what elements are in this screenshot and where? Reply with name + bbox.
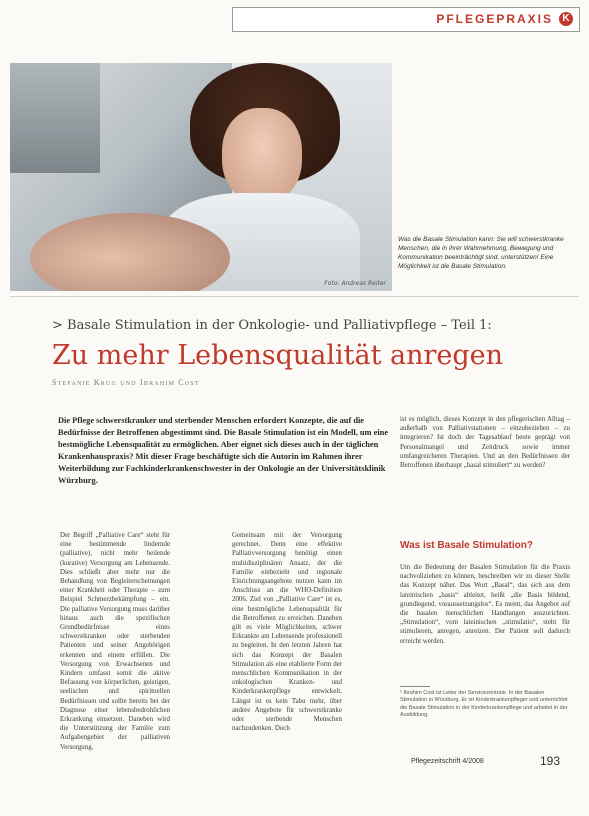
article-photo [10, 63, 392, 291]
section-badge-icon: K [559, 12, 573, 26]
article-lead: Die Pflege schwerstkranker und sterbender Menschen erfordert Konzepte, die auf die Bedürfnisse der Betroffenen abgestimmt sind. Die Basale Stimulation ist ein Modell, um eine bestmögliche Lebensqualität zu ermöglichen. Aber eignet sich dieses auch in der täglichen Krankenhauspraxis? Mit dieser Frage beschäftigte sich die Autorin im Rahmen ihrer Weiterbildung zur Fachkinderkrankenschwester in der Onkologie an der Universitätsklinik Würzburg. [58, 416, 389, 485]
section-subheading: Was ist Basale Stimulation? [400, 540, 533, 551]
photo-credit: Foto: Andreas Reiter [324, 280, 386, 287]
section-header [232, 7, 580, 32]
section-label: PFLEGEPRAXIS [436, 12, 553, 26]
divider [10, 296, 579, 297]
photo-caption [392, 231, 570, 289]
article-overline: > Basale Stimulation in der Onkologie- und Palliativpflege – Teil 1: [52, 318, 492, 333]
footnote: ¹ Ibrahim Cost ist Leiter der Servicezentrale. In der Basalen Stimulation in Würzburg. Er ist Kinderkrankenpfleger und unterrichtet die Basale Stimulation in der Kinderkrankenpflege und arbeitet in der Ausbildung. [400, 690, 568, 719]
article-headline: Zu mehr Lebensqualität anregen [52, 340, 504, 371]
medical-device [10, 63, 100, 173]
body-column-2: Gemeinsam mit der Versorgung gerechnet. Denn eine effektive Palliativversorgung benötigt einen multidisziplinären Ansatz, der die Familie einbezieht und regionale Einrichtungsangebote nutzen kann im Anschluss an die WHO-Definition 2006. Ziel von „Palliative Care“ ist es, eine bestmögliche Lebensqualität für die Betroffenen zu erreichen. Daneben gilt es viele Möglichkeiten, schwer Erkrankte am Lebensende professionell zu begleiten. In den letzten Jahren hat sich das Konzept der Basalen Stimulation als eine etablierte Form der menschlichen Kommunikation in der onkologischen Kranken- und Kinderkrankenpflege entwickelt. Längst ist es kein Tabu mehr, über andere Angebote für schwerstkranke oder sterbende Menschen nachzudenken. Doch [232, 532, 342, 733]
article-authors: Stefanie Krug und Ibrahim Cost [52, 378, 200, 387]
body-column-1: Der Begriff „Palliative Care“ steht für eine bestimmende lindernde (palliative), nicht mehr heilende (kurative) Versorgung am Lebensende. Dies schließt aber mehr nur die Behandlung von Begleiterscheinungen einer Krankheit oder Therapie – zum Beispiel Schmerzbekämpfung – ein. Die palliative Versorgung muss darüber hinaus auch die spezifischen Grundbedürfnisse eines schwerstkranken oder sterbenden Patienten und seiner Angehörigen erkennen und einem erfüllen. Die Versorgung von Erwachsenen und Kindern umfasst somit die aktive Befassung von körperlichen, geistigen, seelischen und spirituellen Bedürfnissen und sollte bereits bei der Diagnose einer lebensbedrohlichen Erkrankung einsetzen. Daneben wird die Unterstützung der Familie zum Aufgabengebiet der palliativen Versorgung. [60, 532, 170, 751]
body-column-3b: Um die Bedeutung der Basalen Stimulation für die Praxis nachvollziehen zu können, beschreiben wir zu dieser Stelle das Konzept näher. Das Wort „Basal“, das sich aus dem lateinischen „basis“ ableitet, heißt „die Basis bildend, grundlegend, voraussetzungslos“. Es meint, das Angebot auf die basalen menschlichen Handlungen auszurichten. „Stimulation“, vom lateinischen „stimulatio“, steht für stimulieren, anregen, anreizen. Der Patient soll dadurch erreicht werden. [400, 564, 570, 645]
footnote-divider [400, 686, 430, 687]
photo-caption-text: Was die Basale Stimulation kann: Sie will schwerstkranke Menschen, die in ihrer Wahrnehmung, Bewegung und Kommunikation beeinträchtigt sind, unterstützen! Eine Möglichkeit ist die Basale Stimulation. [398, 236, 564, 270]
journal-name: Pflegezeitschrift 4/2008 [411, 758, 484, 765]
page-number: 193 [540, 754, 561, 768]
body-column-3: ist es möglich, dieses Konzept in den pflegerischen Alltag – außerhalb von Palliativstationen – einzubeziehen – zu integrieren? Ist doch der Tagesablauf heute geprägt von Personalmangel und Zeitdruck sowie immer umfangreicheren Therapien. Und an den Bedürfnissen der Betroffenen überhaupt „basal stimuliert“ zu werden? [400, 416, 570, 470]
